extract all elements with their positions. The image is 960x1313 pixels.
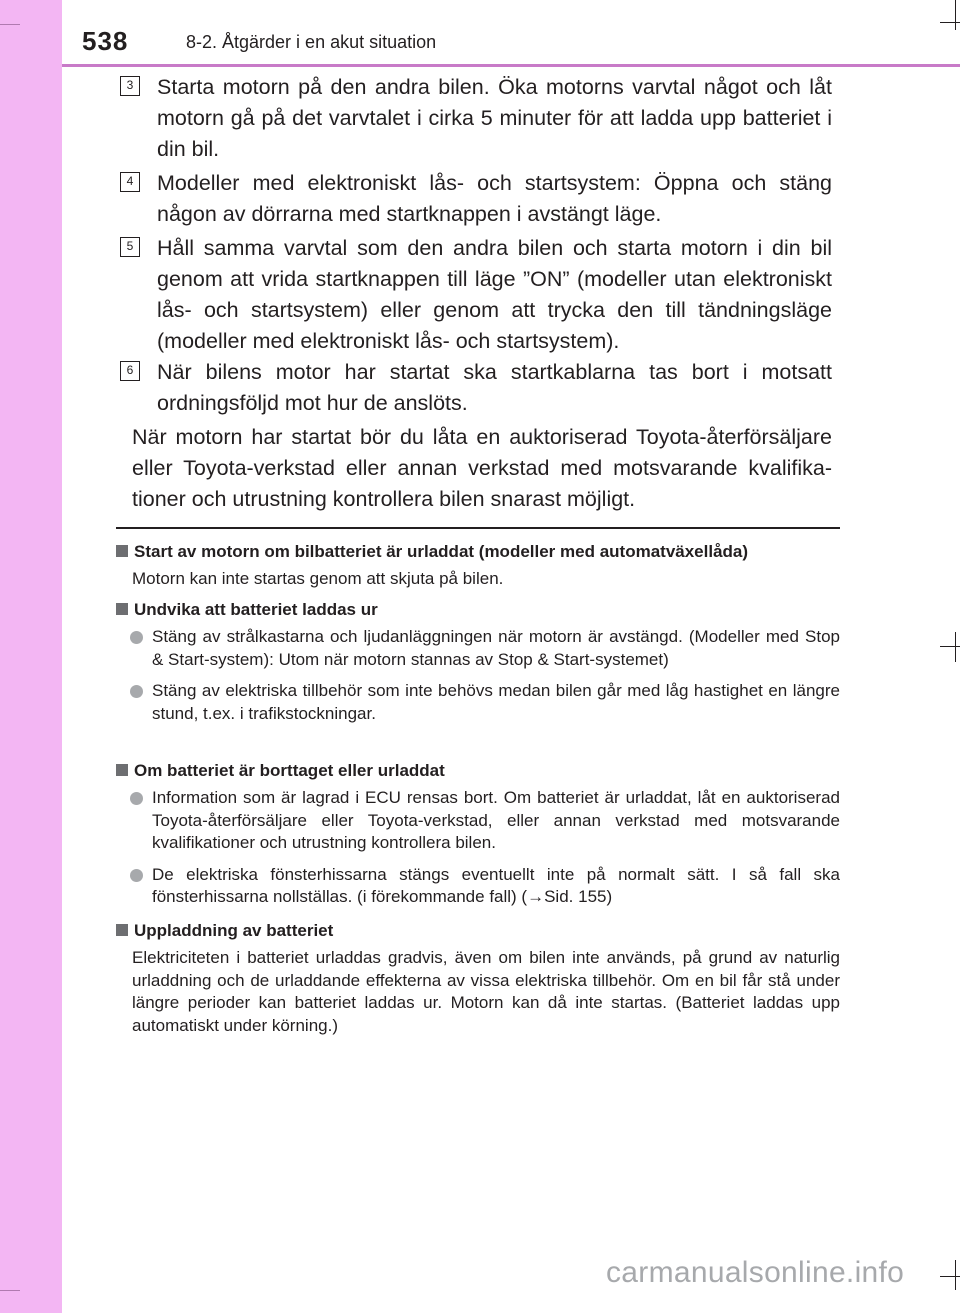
note-battery-removed <box>116 759 840 909</box>
section-divider <box>116 527 840 529</box>
step-text: När bilens motor har startat ska startkablarna tas bort i motsatt ordningsföljd mot hur de anslöts. <box>157 360 832 415</box>
step-4 <box>120 168 832 230</box>
crop-mark <box>940 646 960 647</box>
step-number-badge: 3 <box>120 76 140 96</box>
crop-mark <box>0 1290 20 1291</box>
note-heading <box>116 598 840 622</box>
step-6 <box>120 357 832 419</box>
page-sidebar-band <box>0 0 62 1313</box>
step-text: Starta motorn på den andra bilen. Öka motorns varvtal något och låt motorn gå på det varvtalet i cirka 5 minuter för att ladda upp batteriet i din bil. <box>157 75 832 161</box>
step-text: Håll samma varvtal som den andra bilen och starta motorn i din bil genom att vrida startknappen till läge ”ON” (modeller utan elektroniskt lås- och startsystem) eller genom att trycka den till tändningsläge (modeller med elektroniskt lås- och startsystem). <box>157 236 832 353</box>
note-body: Motorn kan inte startas genom att skjuta på bilen. <box>132 569 504 588</box>
bullet-text: Stäng av elektriska tillbehör som inte behövs medan bilen går med låg hastighet en längre stund, t.ex. i trafikstockningar. <box>152 681 840 723</box>
circle-bullet-icon <box>130 869 143 882</box>
note-bullet <box>130 680 840 725</box>
note-start-discharged <box>116 540 840 591</box>
note-heading-text: Om batteriet är borttaget eller urladdat <box>134 761 445 780</box>
crop-mark <box>940 1276 960 1277</box>
step-number-badge: 5 <box>120 237 140 257</box>
bullet-text: De elektriska fönsterhissarna stängs eventuellt inte på normalt sätt. I så fall ska fönsterhissarna nollställas. (i förekommande fall) (→Sid. 155) <box>152 864 840 906</box>
step-5 <box>120 233 832 357</box>
step-3 <box>120 72 832 165</box>
header-rule <box>62 64 960 67</box>
step-text: Modeller med elektroniskt lås- och startsystem: Öppna och stäng någon av dörrarna med startknappen i avstängt läge. <box>157 171 832 226</box>
step-number-badge: 6 <box>120 361 140 381</box>
bullet-text: Stäng av strålkastarna och ljudanläggningen när motorn är avstängd. (Modeller med Stop & Start-system): Utom när motorn stannas av Stop & Start-systemet) <box>152 627 840 669</box>
note-heading-text: Uppladdning av batteriet <box>134 921 334 940</box>
note-body: Elektriciteten i batteriet urladdas gradvis, även om bilen inte används, på grund av naturlig urladdning och de urladdande effekterna av vissa elektriska tillbehör. Om en bil får stå under längre perioder kan batteriet laddas ur. Motorn kan då inte startas. (Batteriet laddas upp automatiskt under körning.) <box>132 948 840 1035</box>
bullet-text: Information som är lagrad i ECU rensas bort. Om batteriet är urladdat, låt en auktoriserad Toyota-återförsäljare eller Toyota-verkstad, eller annan verkstad med motsvarande kvalifikationer och utrustning kontrollera bilen. <box>152 788 840 852</box>
circle-bullet-icon <box>130 631 143 644</box>
note-bullet <box>130 787 840 855</box>
note-bullet <box>130 864 840 909</box>
crop-mark <box>955 632 956 662</box>
crop-mark <box>955 0 956 30</box>
section-title: 8-2. Åtgärder i en akut situation <box>186 32 437 52</box>
square-bullet-icon <box>116 924 128 936</box>
crop-mark <box>955 1260 956 1290</box>
note-heading-text: Undvika att batteriet laddas ur <box>134 600 378 619</box>
note-heading <box>116 540 840 564</box>
summary-paragraph: När motorn har startat bör du låta en auktoriserad Toyota-återförsäljare eller Toyota-verkstad eller annan verkstad med motsvarande kvalifika-tioner och utrustning kontrollera bilen snarast möjligt. <box>132 425 832 511</box>
note-bullet <box>130 626 840 671</box>
circle-bullet-icon <box>130 792 143 805</box>
square-bullet-icon <box>116 603 128 615</box>
note-heading-text: Start av motorn om bilbatteriet är urladdat (modeller med automatväxellåda) <box>134 542 749 561</box>
circle-bullet-icon <box>130 685 143 698</box>
crop-mark <box>940 22 960 23</box>
note-avoid-discharge <box>116 598 840 725</box>
page-number: 538 <box>82 26 129 56</box>
note-heading <box>116 759 840 783</box>
square-bullet-icon <box>116 545 128 557</box>
step-number-badge: 4 <box>120 172 140 192</box>
note-heading <box>116 919 840 943</box>
note-battery-charging <box>116 919 840 1037</box>
square-bullet-icon <box>116 764 128 776</box>
crop-mark <box>0 24 20 25</box>
footer-watermark: carmanualsonline.info <box>606 1256 905 1289</box>
